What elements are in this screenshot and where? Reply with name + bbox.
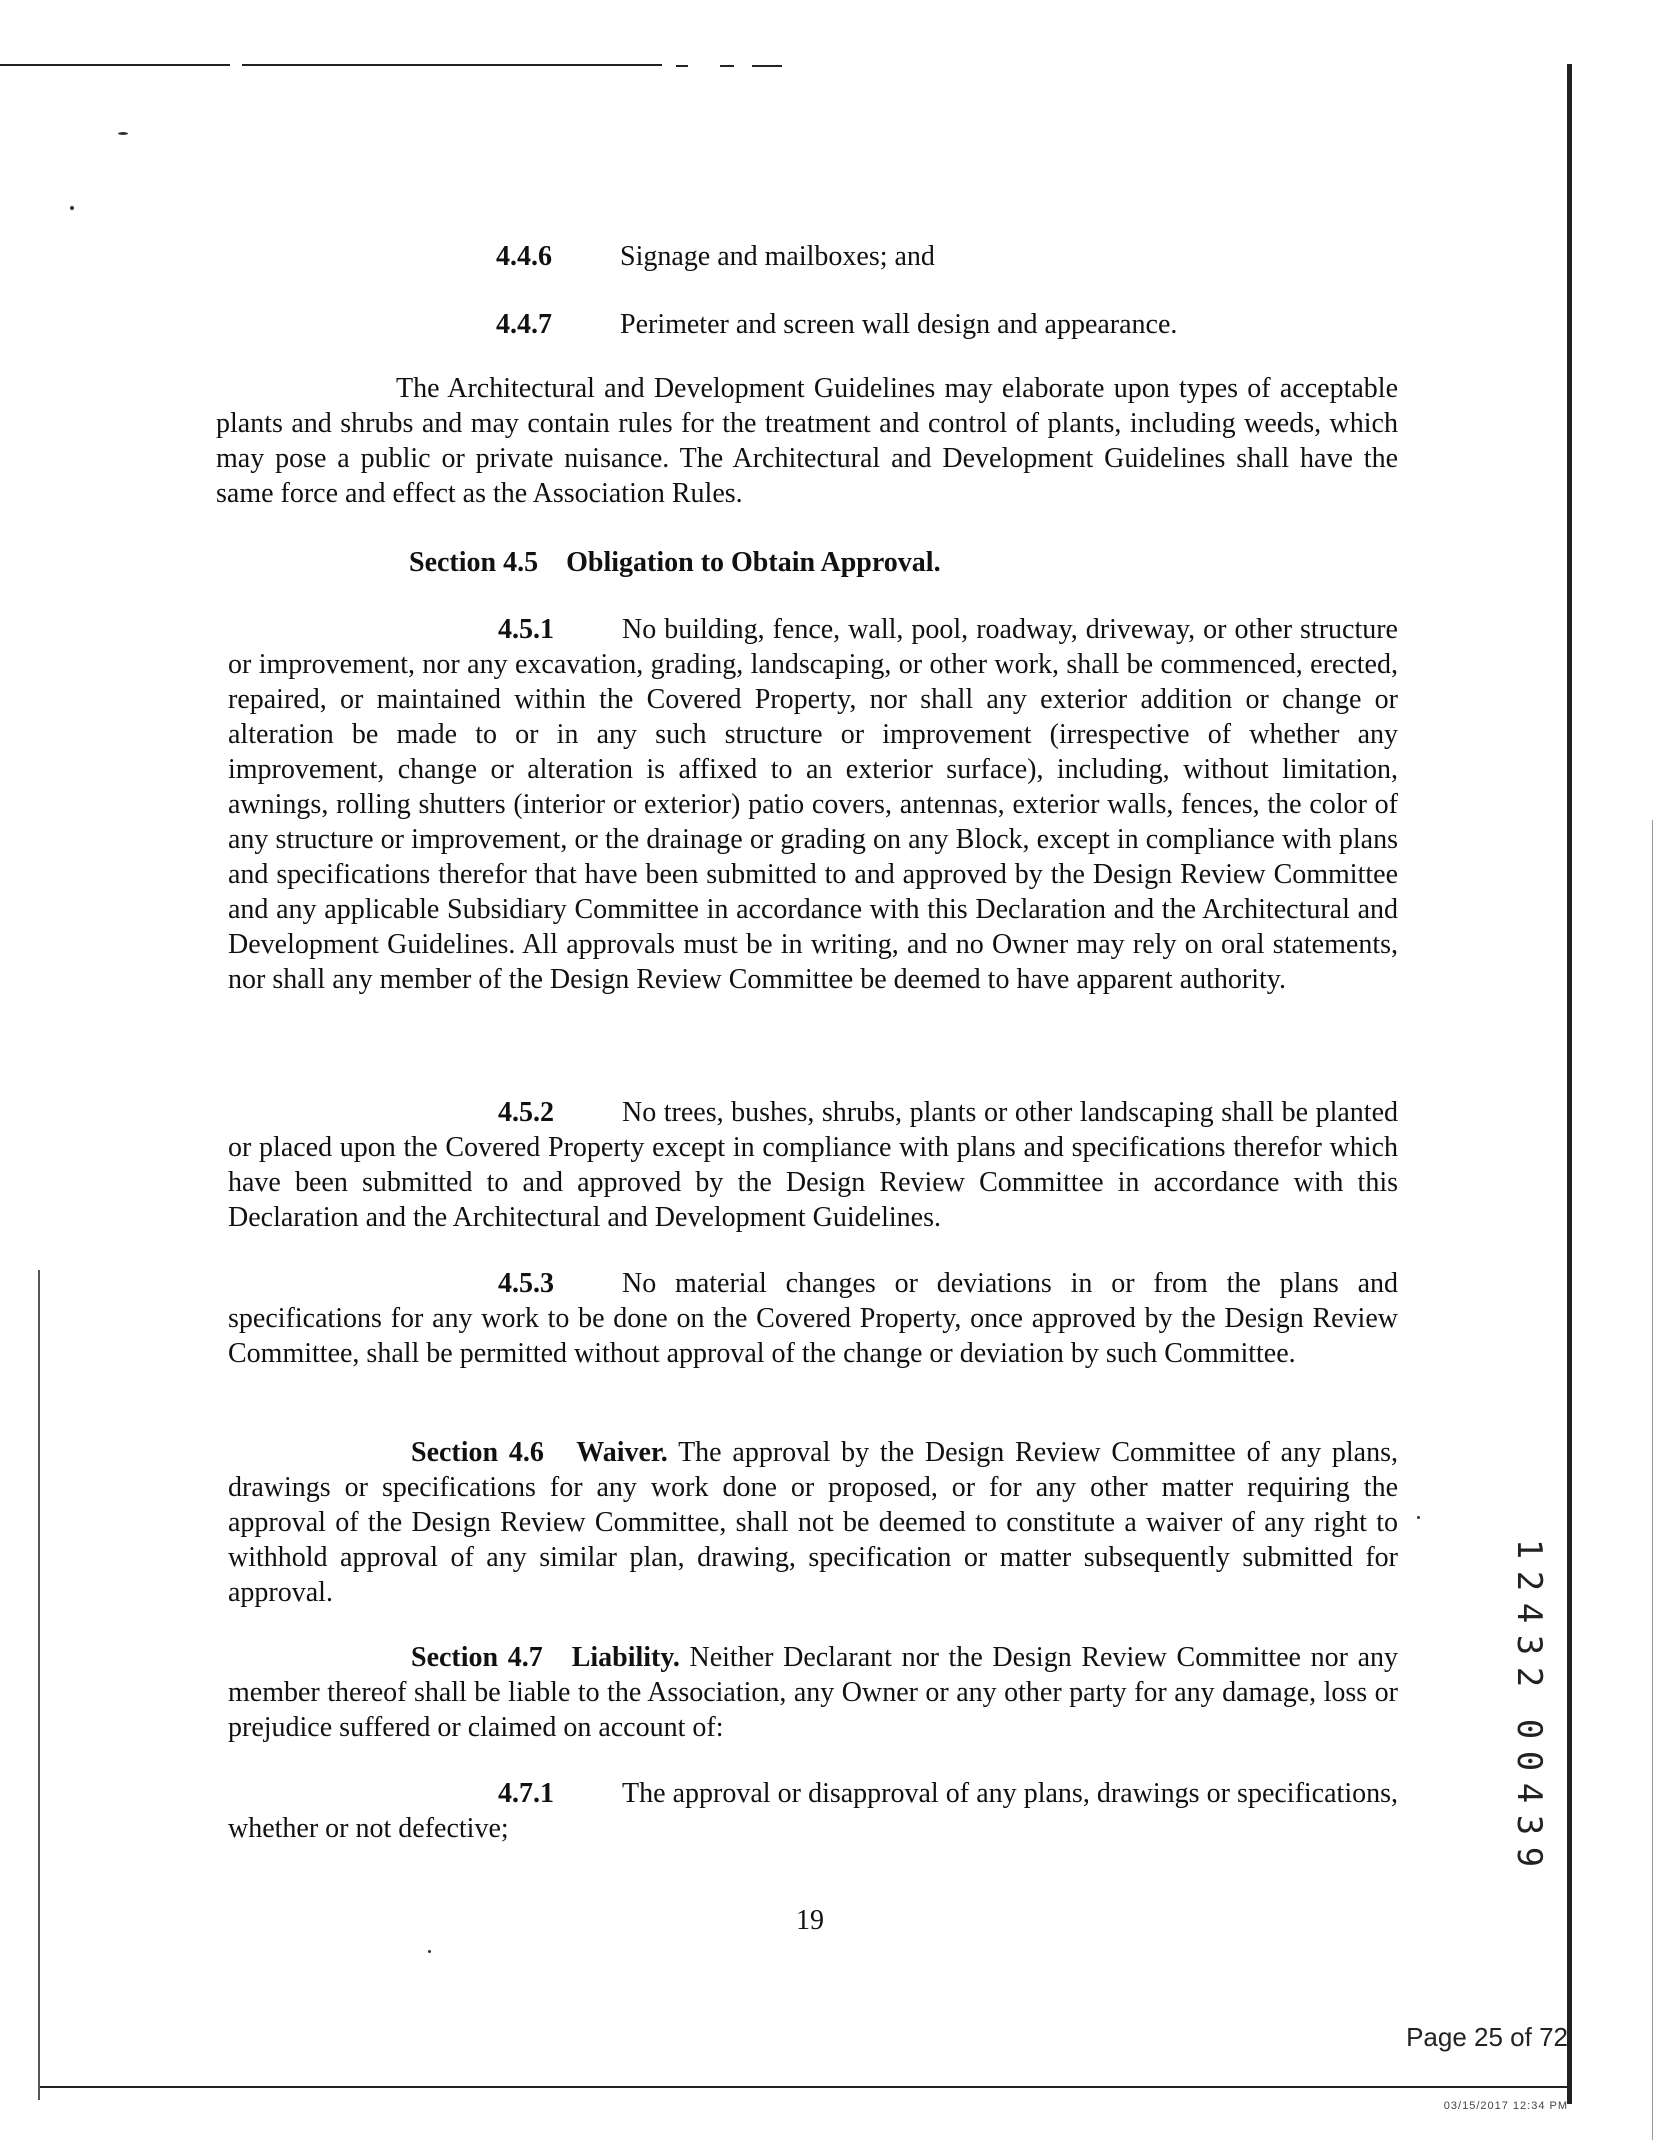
top-scan-line: [676, 65, 688, 67]
guidelines-paragraph: [216, 371, 1398, 511]
section-number: Section 4.6: [411, 1437, 544, 1468]
section-4-5-heading: [409, 545, 941, 580]
list-item-number: 4.4.7: [496, 309, 552, 340]
section-4-7: [228, 1640, 1398, 1745]
scan-speck: [1417, 1516, 1420, 1519]
clause-4-5-3: [228, 1266, 1398, 1371]
list-item-text: Signage and mailboxes; and: [620, 241, 935, 272]
clause-text: No trees, bushes, shrubs, plants or other landscaping shall be planted or placed upon the Covered Property except in compliance with plans and specifications therefor which have been submitted to and approved by the Design Review Committee in accordance with this Declaration and the Architectural and Development Guidelines.: [228, 1097, 1398, 1233]
stamp-line-2: [1508, 1713, 1549, 1873]
stamp-digit: 0: [1508, 1718, 1549, 1740]
section-title: Obligation to Obtain Approval.: [566, 547, 941, 578]
clause-number: 4.5.3: [498, 1268, 554, 1299]
scan-speck: [70, 206, 74, 210]
stamp-digit: 9: [1508, 1846, 1549, 1868]
scan-speck: [118, 132, 128, 135]
guidelines-text: The Architectural and Development Guidelines may elaborate upon types of acceptable plants and shrubs and may contain rules for the treatment and control of plants, including weeds, which may pose a public or private nuisance. The Architectural and Development Guidelines shall have the same force and effect as the Association Rules.: [216, 373, 1398, 509]
stamp-digit: 0: [1508, 1750, 1549, 1772]
clause-4-5-2: [228, 1095, 1398, 1235]
section-text: Neither Declarant nor the Design Review Committee nor any member thereof shall be liable to the Association, any Owner or any other party for any damage, loss or prejudice suffered or claimed on account of:: [228, 1642, 1399, 1743]
clause-4-7-1: [228, 1776, 1398, 1846]
bottom-border-line: [40, 2086, 1570, 2088]
stamp-digit: 1: [1508, 1538, 1549, 1560]
recording-stamp: [1504, 1533, 1554, 1873]
clause-text: No material changes or deviations in or from the plans and specifications for any work to be done on the Covered Property, once approved by the Design Review Committee, shall be permitted without approval of the change or deviation by such Committee.: [228, 1268, 1398, 1369]
list-item-4-4-6: [496, 239, 935, 274]
stamp-digit: 4: [1508, 1782, 1549, 1804]
section-text: The approval by the Design Review Committee of any plans, drawings or specifications for any work done or proposed, or for any other matter requiring the approval of the Design Review Committee, shall not be deemed to constitute a waiver of any right to withhold approval of any similar plan, drawing, specification or matter subsequently submitted for approval.: [228, 1437, 1398, 1608]
left-border-line: [38, 1270, 40, 2100]
right-border-line: [1567, 64, 1572, 2104]
top-scan-line: [720, 65, 734, 67]
stamp-line-1: [1508, 1533, 1549, 1693]
stamp-digit: 2: [1508, 1666, 1549, 1688]
section-title: Waiver.: [576, 1437, 668, 1468]
clause-4-5-1: [228, 612, 1398, 997]
top-scan-line: [242, 64, 662, 66]
page-number: 19: [796, 1905, 824, 1936]
top-scan-line: [0, 64, 230, 66]
clause-text: The approval or disapproval of any plans, drawings or specifications, whether or not defective;: [228, 1778, 1398, 1844]
clause-text: No building, fence, wall, pool, roadway, driveway, or other structure or improvement, nor any excavation, grading, landscaping, or other work, shall be commenced, erected, repaired, or maintained within the Covered Property, nor shall any exterior addition or change or alteration be made to or in any such structure or improvement (irrespective of whether any improvement, change or alteration is affixed to an exterior surface), including, without limitation, awnings, rolling shutters (interior or exterior) patio covers, antennas, exterior walls, fences, the color of any structure or improvement, or the drainage or grading on any Block, except in compliance with plans and specifications therefor that have been submitted to and approved by the Design Review Committee and any applicable Subsidiary Committee in accordance with this Declaration and the Architectural and Development Guidelines. All approvals must be in writing, and no Owner may rely on oral statements, nor shall any member of the Design Review Committee be deemed to have apparent authority.: [228, 614, 1398, 995]
footer-timestamp: 03/15/2017 12:34 PM: [1443, 2100, 1568, 2112]
section-4-6: [228, 1435, 1398, 1610]
stamp-digit: 2: [1508, 1570, 1549, 1592]
scan-speck: [428, 1950, 431, 1953]
list-item-text: Perimeter and screen wall design and appearance.: [620, 309, 1178, 340]
stamp-digit: 4: [1508, 1602, 1549, 1624]
clause-number: 4.7.1: [498, 1778, 554, 1809]
section-title: Liability.: [571, 1642, 680, 1673]
list-item-4-4-7: [496, 307, 1177, 342]
section-number: Section 4.7: [411, 1642, 543, 1673]
top-scan-line: [752, 65, 782, 67]
section-number: Section 4.5: [409, 547, 539, 578]
far-right-edge-line: [1652, 820, 1653, 2140]
footer-page-label: Page 25 of 72: [1406, 2022, 1568, 2052]
clause-number: 4.5.1: [498, 614, 554, 645]
clause-number: 4.5.2: [498, 1097, 554, 1128]
list-item-number: 4.4.6: [496, 241, 552, 272]
stamp-digit: 3: [1508, 1634, 1549, 1656]
stamp-digit: 3: [1508, 1814, 1549, 1836]
